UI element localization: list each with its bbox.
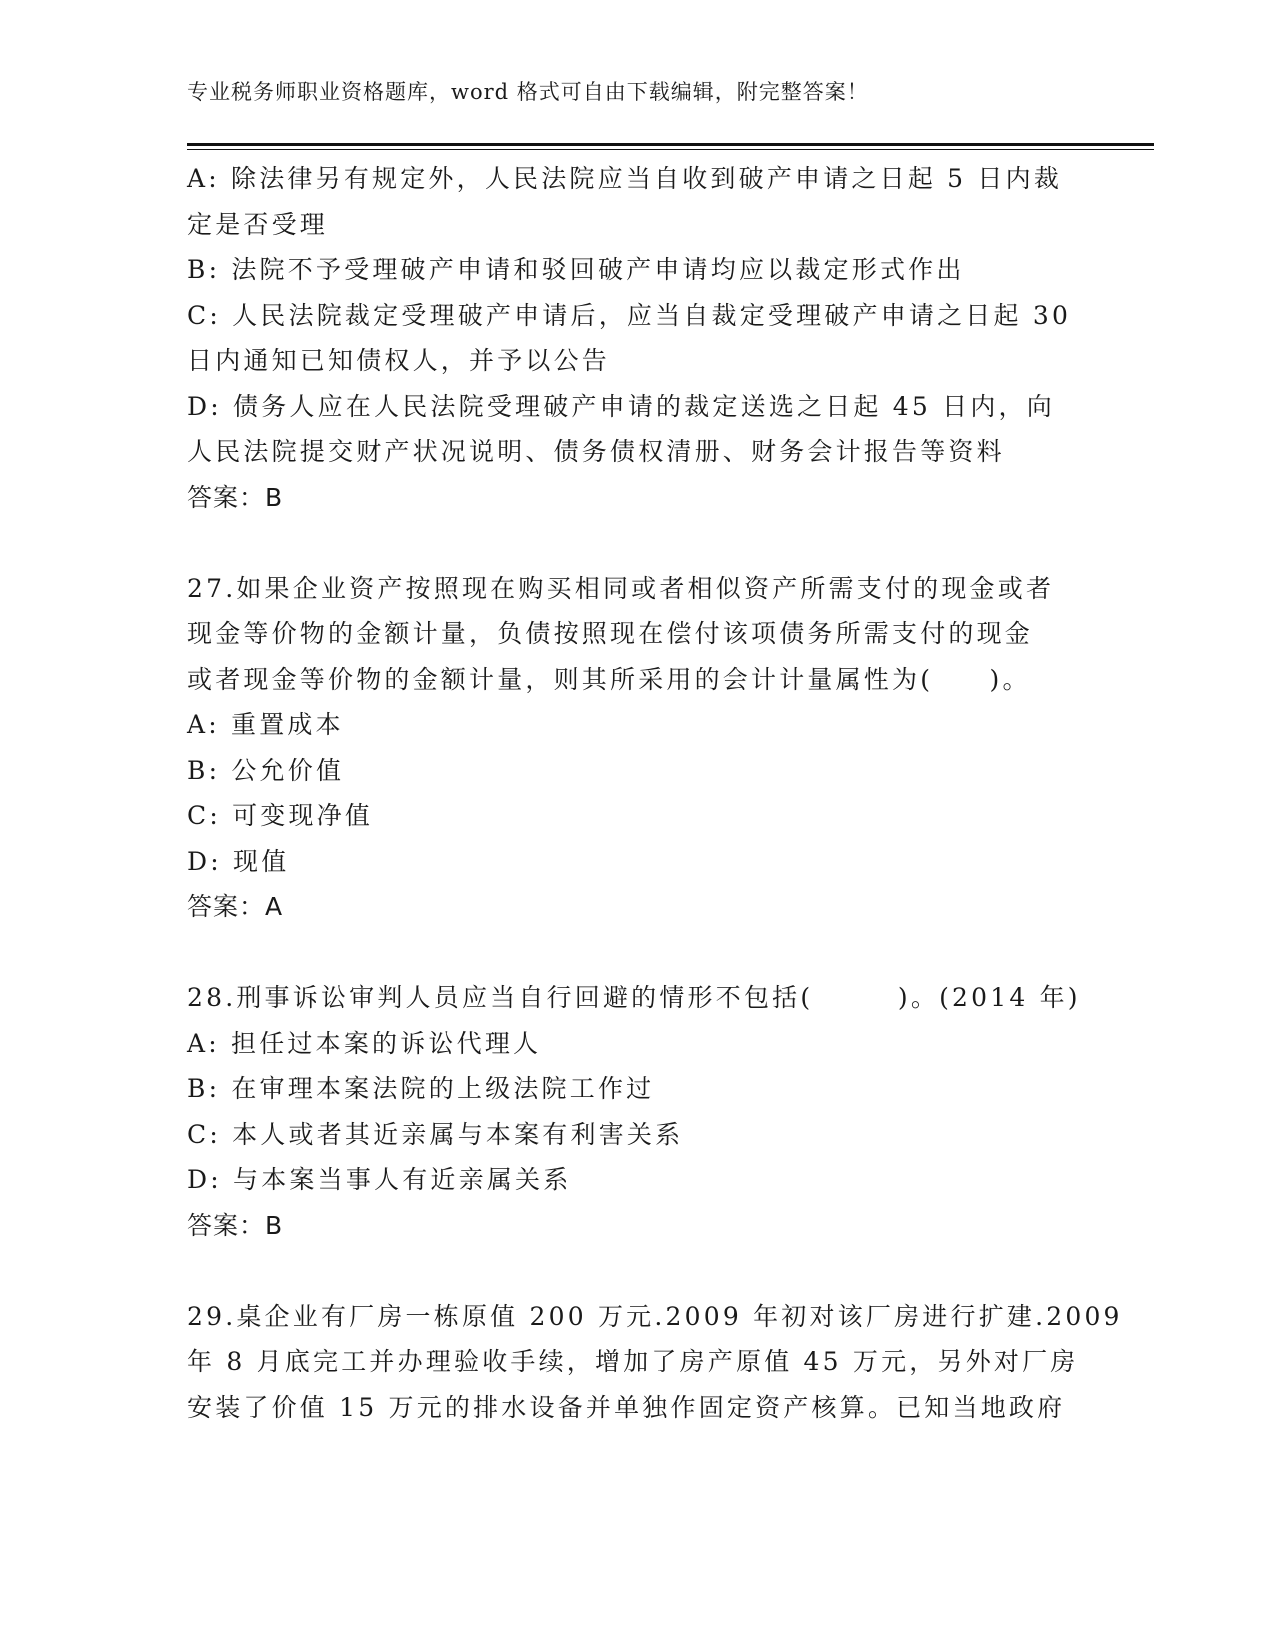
q29-stem-line2: 年 8 月底完工并办理验收手续，增加了房产原值 45 万元，另外对厂房 (187, 1347, 1079, 1376)
q27-stem-line3: 或者现金等价物的金额计量，则其所采用的会计计量属性为( )。 (187, 664, 1031, 694)
q28-option-c: C: 本人或者其近亲属与本案有利害关系 (187, 1119, 684, 1149)
q26-option-d-line2: 人民法院提交财产状况说明、债务债权清册、财务会计报告等资料 (187, 437, 1005, 466)
q26-option-a-line2: 定是否受理 (187, 209, 329, 239)
q28-option-d: D: 与本案当事人有近亲属关系 (187, 1165, 572, 1194)
q26-option-c-line2: 日内通知已知债权人，并予以公告 (187, 346, 611, 375)
q28-stem-line1: 28.刑事诉讼审判人员应当自行回避的情形不包括( )。(2014 年) (187, 983, 1081, 1012)
spacer (187, 1248, 1087, 1294)
q28-stem (187, 975, 1087, 1021)
header-rule-thick (187, 143, 1154, 146)
q29-stem-line3: 安装了价值 15 万元的排水设备并单独作固定资产核算。已知当地政府 (187, 1392, 1066, 1422)
q26-option-d-line1: D: 债务人应在人民法院受理破产申请的裁定送选之日起 45 日内，向 (187, 391, 1055, 421)
q29-stem-line1: 29.桌企业有厂房一栋原值 200 万元.2009 年初对该厂房进行扩建.2009 (187, 1301, 1123, 1331)
header-rule-thin (187, 149, 1154, 150)
q28-option-b: B: 在审理本案法院的上级法院工作过 (187, 1074, 655, 1103)
spacer (187, 930, 1087, 976)
q26-options (187, 156, 1087, 475)
q27-options (187, 702, 1087, 884)
spacer (187, 520, 1087, 566)
q26-option-c-line1: C: 人民法院裁定受理破产申请后，应当自裁定受理破产申请之日起 30 (187, 300, 1072, 330)
q28-option-a: A: 担任过本案的诉讼代理人 (187, 1028, 542, 1058)
q28-answer: 答案：B (187, 1210, 284, 1240)
q27-stem-line1: 27.如果企业资产按照现在购买相同或者相似资产所需支付的现金或者 (187, 573, 1055, 603)
header-note: 专业税务师职业资格题库，word 格式可自由下载编辑，附完整答案！ (187, 80, 869, 104)
q27-answer: 答案：A (187, 892, 284, 921)
q26-option-a-line1: A: 除法律另有规定外，人民法院应当自收到破产申请之日起 5 日内裁 (187, 164, 1063, 193)
q27-option-a: A: 重置成本 (187, 710, 344, 739)
q28-options (187, 1021, 1087, 1203)
q27-option-c: C: 可变现净值 (187, 801, 374, 830)
q29-stem (187, 1294, 1123, 1431)
q26-answer: 答案：B (187, 482, 284, 512)
q27-stem-line2: 现金等价物的金额计量，负债按照现在偿付该项债务所需支付的现金 (187, 619, 1034, 648)
q27-option-d: D: 现值 (187, 846, 290, 876)
q26-option-b: B: 法院不予受理破产申请和驳回破产申请均应以裁定形式作出 (187, 255, 965, 284)
document-body (187, 156, 1123, 1430)
q27-option-b: B: 公允价值 (187, 755, 345, 785)
q27-stem (187, 566, 1087, 703)
